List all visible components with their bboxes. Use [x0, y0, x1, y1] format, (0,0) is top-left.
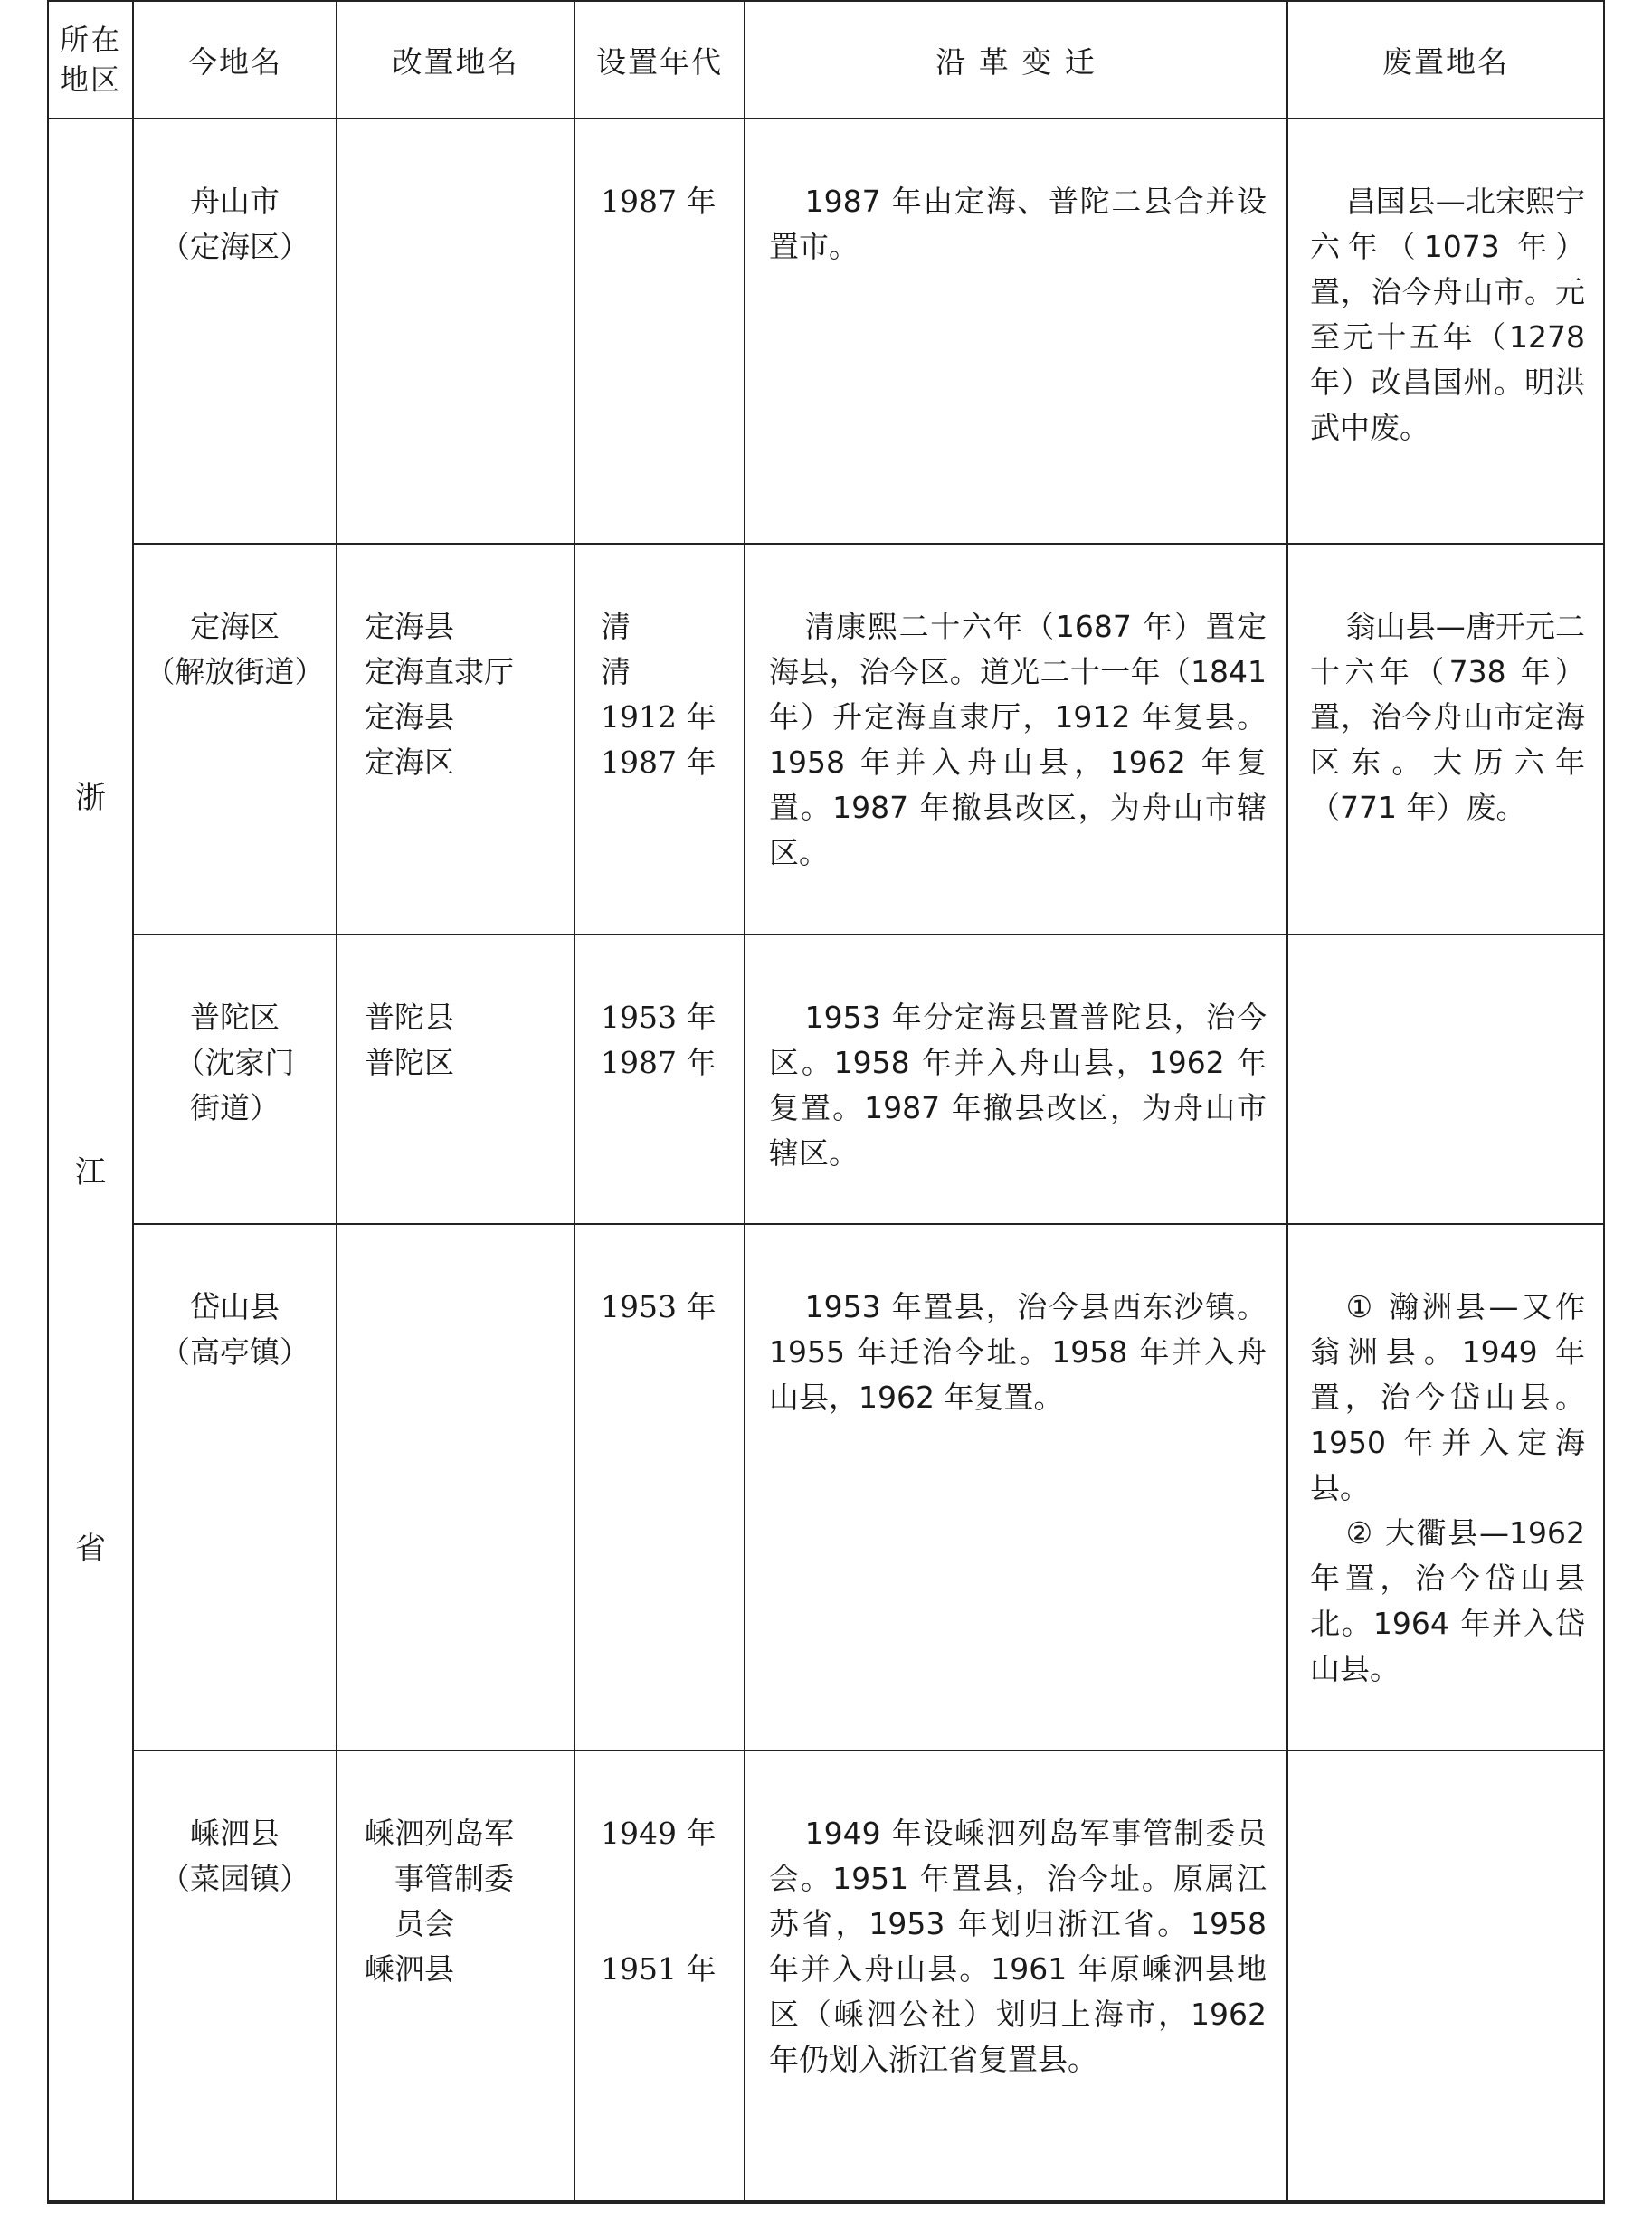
year-value: 1912 年 — [601, 699, 717, 735]
former-name: 定海县 — [365, 699, 454, 735]
former-names-cell — [337, 119, 574, 544]
current-seat: 街道） — [190, 1090, 280, 1125]
header-year-established: 设置年代 — [574, 1, 745, 119]
table-row — [48, 544, 1604, 934]
year-value: 清 — [601, 609, 631, 644]
history-text: 1953 年分定海县置普陀县，治今区。1958 年并入舟山县，1962 年复置。1987 年撤县改区，为舟山市辖区。 — [769, 1000, 1267, 1171]
year-cell — [574, 1750, 745, 2203]
year-value — [601, 1856, 735, 1902]
history-cell — [745, 1750, 1287, 2203]
history-text: 1987 年由定海、普陀二县合并设置市。 — [769, 184, 1267, 264]
current-seat: （定海区） — [160, 229, 309, 264]
year-value: 1953 年 — [601, 1289, 717, 1324]
current-name: 岱山县 — [190, 1289, 280, 1324]
table-row — [48, 1224, 1604, 1750]
current-name-cell — [133, 1224, 337, 1750]
header-current-name: 今地名 — [133, 1, 337, 119]
former-name: 嵊泗列岛军 — [365, 1816, 514, 1851]
year-value: 1987 年 — [601, 745, 717, 780]
abolished-text: ① 瀚洲县—又作翁洲县。1949 年置，治今岱山县。1950 年并入定海县。 — [1310, 1289, 1585, 1505]
year-value: 1987 年 — [601, 184, 717, 219]
region-char-3: 省 — [75, 1531, 106, 1567]
current-name: 定海区 — [190, 609, 280, 644]
current-name-cell — [133, 119, 337, 544]
year-value — [601, 1902, 735, 1947]
history-text: 清康熙二十六年（1687 年）置定海县，治今区。道光二十一年（1841 年）升定海直隶厅，1912 年复县。1958 年并入舟山县，1962 年复置。1987 年撤县改区，为舟山市辖区。 — [769, 609, 1267, 870]
abolished-cell — [1287, 544, 1604, 934]
current-name-cell — [133, 934, 337, 1224]
former-name: 定海区 — [365, 745, 454, 780]
former-names-cell — [337, 934, 574, 1224]
current-seat: （沈家门 — [175, 1045, 295, 1080]
year-value: 1949 年 — [601, 1816, 717, 1851]
current-name-cell — [133, 544, 337, 934]
year-cell — [574, 1224, 745, 1750]
abolished-cell — [1287, 1224, 1604, 1750]
abolished-text: 昌国县—北宋熙宁六年（1073 年）置，治今舟山市。元至元十五年（1278 年）改昌国州。明洪武中废。 — [1310, 184, 1585, 445]
history-cell — [745, 544, 1287, 934]
abolished-cell — [1287, 119, 1604, 544]
former-name: 普陀县 — [365, 1000, 454, 1035]
history-cell — [745, 1224, 1287, 1750]
current-seat: （高亭镇） — [160, 1334, 309, 1370]
former-name: 定海直隶厅 — [365, 654, 514, 689]
former-name: 员会 — [394, 1906, 454, 1941]
current-name: 普陀区 — [190, 1000, 280, 1035]
region-char-2: 江 — [75, 1154, 106, 1191]
abolished-text: ② 大衢县—1962 年置，治今岱山县北。1964 年并入岱山县。 — [1310, 1515, 1585, 1686]
table-row — [48, 934, 1604, 1224]
current-name-cell — [133, 1750, 337, 2203]
current-seat: （菜园镇） — [160, 1861, 309, 1896]
former-names-cell — [337, 1224, 574, 1750]
history-text: 1949 年设嵊泗列岛军事管制委员会。1951 年置县，治今址。原属江苏省，1953 年划归浙江省。1958 年并入舟山县。1961 年原嵊泗县地区（嵊泗公社）划归上海市，1962 年仍划入浙江省复置县。 — [769, 1816, 1267, 2077]
year-cell — [574, 934, 745, 1224]
former-names-cell — [337, 544, 574, 934]
year-cell — [574, 544, 745, 934]
header-row — [48, 1, 1604, 119]
current-seat: （解放街道） — [145, 654, 325, 689]
header-former-names: 改置地名 — [337, 1, 574, 119]
abolished-cell — [1287, 1750, 1604, 2203]
header-region — [48, 1, 133, 119]
region-cell — [48, 119, 133, 2203]
year-value: 清 — [601, 654, 631, 689]
current-name: 舟山市 — [190, 184, 280, 219]
former-name: 定海县 — [365, 609, 454, 644]
former-name: 嵊泗县 — [365, 1951, 454, 1987]
region-char-1: 浙 — [75, 780, 106, 816]
table-row — [48, 119, 1604, 544]
gazetteer-table — [47, 0, 1605, 2204]
history-cell — [745, 119, 1287, 544]
year-value: 1951 年 — [601, 1951, 717, 1987]
abolished-cell — [1287, 934, 1604, 1224]
former-name: 事管制委 — [394, 1861, 514, 1896]
header-abolished-names: 废置地名 — [1287, 1, 1604, 119]
abolished-text: 翁山县—唐开元二十六年（738 年）置，治今舟山市定海区东。大历六年（771 年）废。 — [1310, 609, 1585, 825]
former-names-cell — [337, 1750, 574, 2203]
history-text: 1953 年置县，治今县西东沙镇。1955 年迁治今址。1958 年并入舟山县，1962 年复置。 — [769, 1289, 1267, 1415]
year-value: 1953 年 — [601, 1000, 717, 1035]
current-name: 嵊泗县 — [190, 1816, 280, 1851]
header-history: 沿 革 变 迁 — [745, 1, 1287, 119]
bottom-rule — [47, 2200, 1603, 2202]
year-value: 1987 年 — [601, 1045, 717, 1080]
year-cell — [574, 119, 745, 544]
table-row — [48, 1750, 1604, 2203]
header-region-line-1: 所在 — [59, 23, 121, 57]
former-name: 普陀区 — [365, 1045, 454, 1080]
history-cell — [745, 934, 1287, 1224]
header-region-line-2: 地区 — [59, 62, 121, 97]
